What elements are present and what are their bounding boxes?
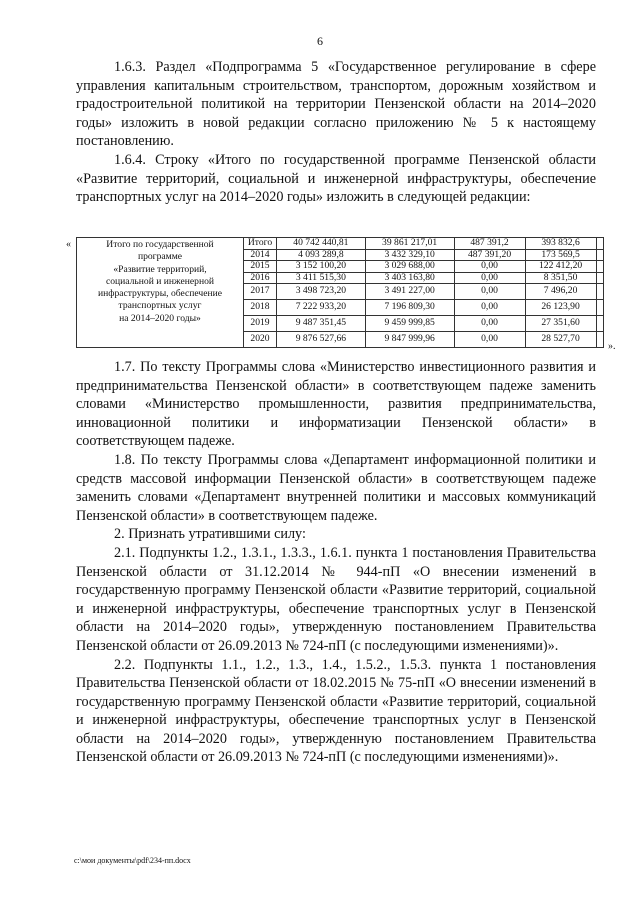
- value-cell: 0,00: [454, 332, 525, 348]
- empty-cell: [596, 300, 603, 316]
- value-cell: 0,00: [454, 300, 525, 316]
- year-cell: 2020: [244, 332, 277, 348]
- year-cell: 2014: [244, 249, 277, 261]
- value-cell: 3 152 100,20: [277, 261, 366, 273]
- paragraph-1-6-3: 1.6.3. Раздел «Подпрограмма 5 «Государственное регулирование в сфере управления капитальным строительством, транспортом, дорожным хозяйством и градостроительной политикой на территории Пензенской области на 2014–2020 годы» изложить в новой редакции согласно приложению № 5 к настоящему постановлению.: [76, 59, 596, 150]
- value-cell: 3 403 163,80: [365, 272, 454, 284]
- paragraph-2-2: 2.2. Подпункты 1.1., 1.2., 1.3., 1.4., 1.5.2., 1.5.3. пункта 1 постановления Правительства Пензенской области от 18.02.2015 № 75-пП «О внесении изменений в государственную программу Пензенской области «Развитие территорий, социальной и инженерной инфраструктуры, обеспечение транспортных услуг в Пензенской области на 2014–2020 годы», утвержденную постановлением Правительства Пензенской области от 26.09.2013 № 724-пП (с последующими изменениями)».: [76, 656, 596, 766]
- paragraph-1-6-4: 1.6.4. Строку «Итого по государственной программе Пензенской области «Развитие территорий, социальной и инженерной инфраструктуры, обеспечение транспортных услуг на 2014–2020 годы» изложить в следующей редакции:: [76, 151, 596, 206]
- program-name-cell: Итого по государственной программе «Развитие территорий, социальной и инженерной инфраструктуры, обеспечение транспортных услуг на 2014–2020 годы»: [77, 238, 244, 348]
- value-cell: 393 832,6: [525, 238, 596, 250]
- year-cell: 2016: [244, 272, 277, 284]
- empty-cell: [596, 316, 603, 332]
- file-path-footer: c:\мои документы\pdf\234-пп.docx: [74, 856, 191, 865]
- value-cell: 26 123,90: [525, 300, 596, 316]
- value-cell: 8 351,50: [525, 272, 596, 284]
- year-cell: Итого: [244, 238, 277, 250]
- value-cell: 9 459 999,85: [365, 316, 454, 332]
- value-cell: 122 412,20: [525, 261, 596, 273]
- table-open-quote: «: [66, 239, 71, 250]
- value-cell: 487 391,20: [454, 249, 525, 261]
- value-cell: 3 432 329,10: [365, 249, 454, 261]
- table-close-quote: ».: [608, 341, 616, 352]
- value-cell: 3 411 515,30: [277, 272, 366, 284]
- value-cell: 27 351,60: [525, 316, 596, 332]
- value-cell: 9 876 527,66: [277, 332, 366, 348]
- year-cell: 2019: [244, 316, 277, 332]
- table-row: [77, 238, 604, 250]
- value-cell: 9 487 351,45: [277, 316, 366, 332]
- value-cell: 4 093 289,8: [277, 249, 366, 261]
- value-cell: 0,00: [454, 261, 525, 273]
- value-cell: 173 569,5: [525, 249, 596, 261]
- value-cell: 39 861 217,01: [365, 238, 454, 250]
- empty-cell: [596, 249, 603, 261]
- value-cell: 487 391,2: [454, 238, 525, 250]
- paragraph-1-7: 1.7. По тексту Программы слова «Министерство инвестиционного развития и предпринимательства Пензенской области» в соответствующем падеже заменить словами «Министерство промышленности, развития предпринимательства, инновационной политики и информатизации Пензенской области» в соответствующем падеже.: [76, 359, 596, 450]
- year-cell: 2018: [244, 300, 277, 316]
- value-cell: 7 196 809,30: [365, 300, 454, 316]
- value-cell: 40 742 440,81: [277, 238, 366, 250]
- value-cell: 7 496,20: [525, 284, 596, 300]
- year-cell: 2015: [244, 261, 277, 273]
- section-1-6: [76, 58, 596, 207]
- empty-cell: [596, 238, 603, 250]
- empty-cell: [596, 261, 603, 273]
- value-cell: 3 029 688,00: [365, 261, 454, 273]
- value-cell: 0,00: [454, 316, 525, 332]
- page-number: 6: [317, 34, 323, 48]
- value-cell: 0,00: [454, 272, 525, 284]
- value-cell: 7 222 933,20: [277, 300, 366, 316]
- value-cell: 0,00: [454, 284, 525, 300]
- paragraph-2-1: 2.1. Подпункты 1.2., 1.3.1., 1.3.3., 1.6.1. пункта 1 постановления Правительства Пензенской области от 31.12.2014 № 944-пП «О внесении изменений в государственную программу Пензенской области «Развитие территорий, социальной и инженерной инфраструктуры, обеспечение транспортных услуг в Пензенской области на 2014–2020 годы», утвержденную постановлением Правительства Пензенской области от 26.09.2013 № 724-пП (с последующими изменениями)».: [76, 544, 596, 654]
- year-cell: 2017: [244, 284, 277, 300]
- paragraph-2: 2. Признать утратившими силу:: [114, 526, 306, 543]
- paragraph-1-8: 1.8. По тексту Программы слова «Департамент информационной политики и средств массовой информации Пензенской области» в соответствующем падеже заменить словами «Департамент внутренней политики и массовых коммуникаций Пензенской области» в соответствующем падеже.: [76, 451, 596, 524]
- section-body: [76, 358, 596, 767]
- value-cell: 3 491 227,00: [365, 284, 454, 300]
- value-cell: 9 847 999,96: [365, 332, 454, 348]
- empty-cell: [596, 284, 603, 300]
- value-cell: 28 527,70: [525, 332, 596, 348]
- value-cell: 3 498 723,20: [277, 284, 366, 300]
- program-totals-table: [76, 237, 604, 348]
- empty-cell: [596, 272, 603, 284]
- empty-cell: [596, 332, 603, 348]
